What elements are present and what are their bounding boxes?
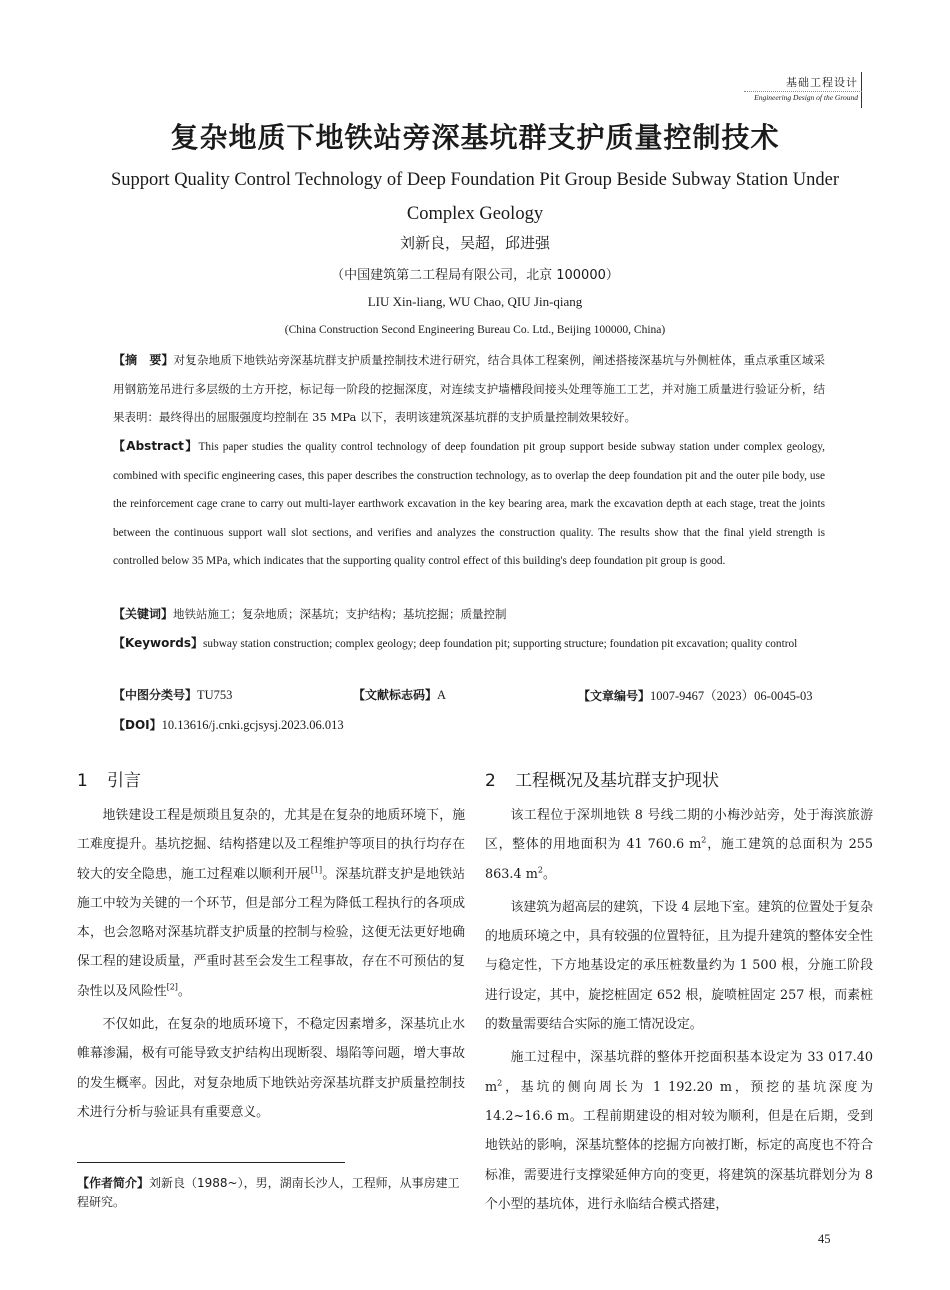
article-number-value: 1007-9467（2023）06-0045-03 <box>650 689 813 703</box>
doc-code-label: 【文献标志码】 <box>353 688 438 702</box>
doi <box>113 716 344 733</box>
section-2-heading <box>485 766 719 791</box>
superscript: 2 <box>497 1078 503 1088</box>
keywords-cn-label: 【关键词】 <box>113 607 174 621</box>
article-number <box>578 686 813 704</box>
keywords-en-label: 【Keywords】 <box>113 636 204 650</box>
paragraph-text: ，施工建筑的总面积为 255 863.4 m <box>485 837 873 882</box>
clc-label: 【中图分类号】 <box>113 688 198 702</box>
abstract-cn-text: 对复杂地质下地铁站旁深基坑群支护质量控制技术进行研究，结合具体工程案例，阐述搭接深基坑与外侧桩体，重点承重区域采用钢筋笼吊进行多层级的土方开挖，标记每一阶段的挖掘深度，对连续支护墙槽段间接头处理等施工工艺，并对施工质量进行验证分析，结果表明：最终得出的屈服强度均控制在 35 MPa 以下，表明该建筑深基坑群的支护质量控制效果较好。 <box>113 353 825 424</box>
section-2-body <box>485 801 873 1219</box>
keywords-cn-text: 地铁站施工；复杂地质；深基坑；支护结构；基坑挖掘；质量控制 <box>173 607 507 621</box>
citation: [2] <box>166 982 178 992</box>
header-rule-vertical <box>861 72 862 108</box>
author-bio-text: 刘新良（1988~），男，湖南长沙人，工程师，从事房建工程研究。 <box>77 1176 460 1209</box>
abstract-cn-label: 【摘 要】 <box>113 353 174 367</box>
author-bio <box>77 1174 467 1212</box>
clc-value: TU753 <box>197 688 233 702</box>
doi-label: 【DOI】 <box>113 718 162 732</box>
author-bio-label: 【作者简介】 <box>77 1176 150 1190</box>
paragraph: 不仅如此，在复杂的地质环境下，不稳定因素增多，深基坑止水帷幕渗漏，极有可能导致支护结构出现断裂、塌陷等问题，增大事故的发生概率。因此，对复杂地质下地铁站旁深基坑群支护质量控制技术进行分析与验证具有重要意义。 <box>77 1017 465 1120</box>
paragraph: 该建筑为超高层的建筑，下设 4 层地下室。建筑的位置处于复杂的地质环境之中，具有较强的位置特征，且为提升建筑的整体安全性与稳定性，下方地基设定的承压桩数量约为 1 500 根，分施工阶段进行设定，其中，旋挖桩固定 652 根，旋喷桩固定 257 根，而素桩的数量需要结合实际的施工情况设定。 <box>485 899 873 1033</box>
doc-code-value: A <box>437 688 447 702</box>
paragraph <box>485 801 873 889</box>
section-1-heading <box>77 766 141 791</box>
citation: [1] <box>310 865 323 875</box>
section-2-title: 工程概况及基坑群支护现状 <box>515 771 719 791</box>
affiliation-cn: （中国建筑第二工程局有限公司，北京 100000） <box>331 268 619 283</box>
paragraph-text: 。 <box>177 983 191 999</box>
doi-value: 10.13616/j.cnki.gcjsysj.2023.06.013 <box>161 718 344 732</box>
paragraph <box>77 801 465 1006</box>
abstract-en <box>113 432 825 576</box>
section-2-number: 2 <box>485 771 496 791</box>
journal-name-en: Engineering Design of the Ground <box>754 93 858 102</box>
abstract-en-label: 【Abstract】 <box>113 439 199 453</box>
authors-cn: 刘新良，吴超，邱进强 <box>399 234 550 252</box>
title-cn: 复杂地质下地铁站旁深基坑群支护质量控制技术 <box>170 121 780 154</box>
journal-name-cn: 基础工程设计 <box>786 76 858 89</box>
paragraph-text: 。 <box>542 866 556 882</box>
page-number: 45 <box>818 1232 831 1246</box>
title-en: Support Quality Control Technology of Deep Foundation Pit Group Beside Subway Station Under Complex Geology <box>110 170 840 224</box>
section-1-title: 引言 <box>107 771 141 791</box>
paragraph-text: 。深基坑群支护是地铁站施工中较为关键的一个环节，但是部分工程为降低工程执行的各项成本，也会忽略对深基坑群支护质量的控制与检验，这便无法更好地确保工程的建设质量，严重时甚至会发生工程事故，存在不可预估的复杂性以及风险性 <box>77 866 466 999</box>
section-1-body <box>77 801 465 1127</box>
article-number-label: 【文章编号】 <box>578 689 651 703</box>
keywords-cn <box>113 600 825 629</box>
keywords-en <box>113 629 825 659</box>
superscript: 2 <box>701 836 707 846</box>
paragraph-text: ，基坑的侧向周长为 1 192.20 m，预挖的基坑深度为 14.2~16.6 m。工程前期建设的相对较为顺利，但是在后期，受到地铁站的影响，深基坑整体的挖掘方向被打断，标定的高度也不符合标准，需要进行支撑梁延伸方向的变更，将建筑的深基坑群划分为 8 个小型的基坑体，进行永临结合模式搭建， <box>485 1079 873 1212</box>
abstract-cn <box>113 346 825 432</box>
keywords-en-text: subway station construction; complex geology; deep foundation pit; supporting structure; foundation pit excavation; quality control <box>203 638 798 650</box>
document-code <box>353 686 446 703</box>
abstract-en-text: This paper studies the quality control technology of deep foundation pit group support beside subway station under complex geology, combined with specific engineering cases, this paper describes the construction technology, as to overlap the deep foundation pit and the outer pile body, use the reinforcement cage crane to carry out multi-layer earthwork excavation in the key bearing area, mark the excavation depth at each stage, treat the joints between the continuous support wall slot sections, and verifies and analyzes the construction quality. The results show that the final yield strength is controlled below 35 MPa, which indicates that the supporting quality control effect of this building's deep foundation pit group is good. <box>113 441 826 567</box>
clc-number <box>113 686 232 703</box>
paragraph-text: 该工程位于深圳地铁 8 号线二期的小梅沙站旁，处于海滨旅游区，整体的用地面积为 41 760.6 m <box>485 808 873 853</box>
section-1-number: 1 <box>77 771 88 791</box>
footnote-rule <box>77 1162 345 1163</box>
authors-en: LIU Xin-liang, WU Chao, QIU Jin-qiang <box>367 294 583 309</box>
running-header <box>754 74 858 102</box>
paragraph <box>485 1043 873 1219</box>
paragraph-text: 施工过程中，深基坑群的整体开挖面积基本设定为 33 017.40 m <box>485 1050 873 1095</box>
superscript: 2 <box>537 865 543 875</box>
affiliation-en: (China Construction Second Engineering Bureau Co. Ltd., Beijing 100000, China) <box>284 324 666 336</box>
paragraph-text: 地铁建设工程是烦琐且复杂的，尤其是在复杂的地质环境下，施工难度提升。基坑挖掘、结构搭建以及工程维护等项目的执行均存在较大的安全隐患，施工过程难以顺利开展 <box>77 808 465 882</box>
